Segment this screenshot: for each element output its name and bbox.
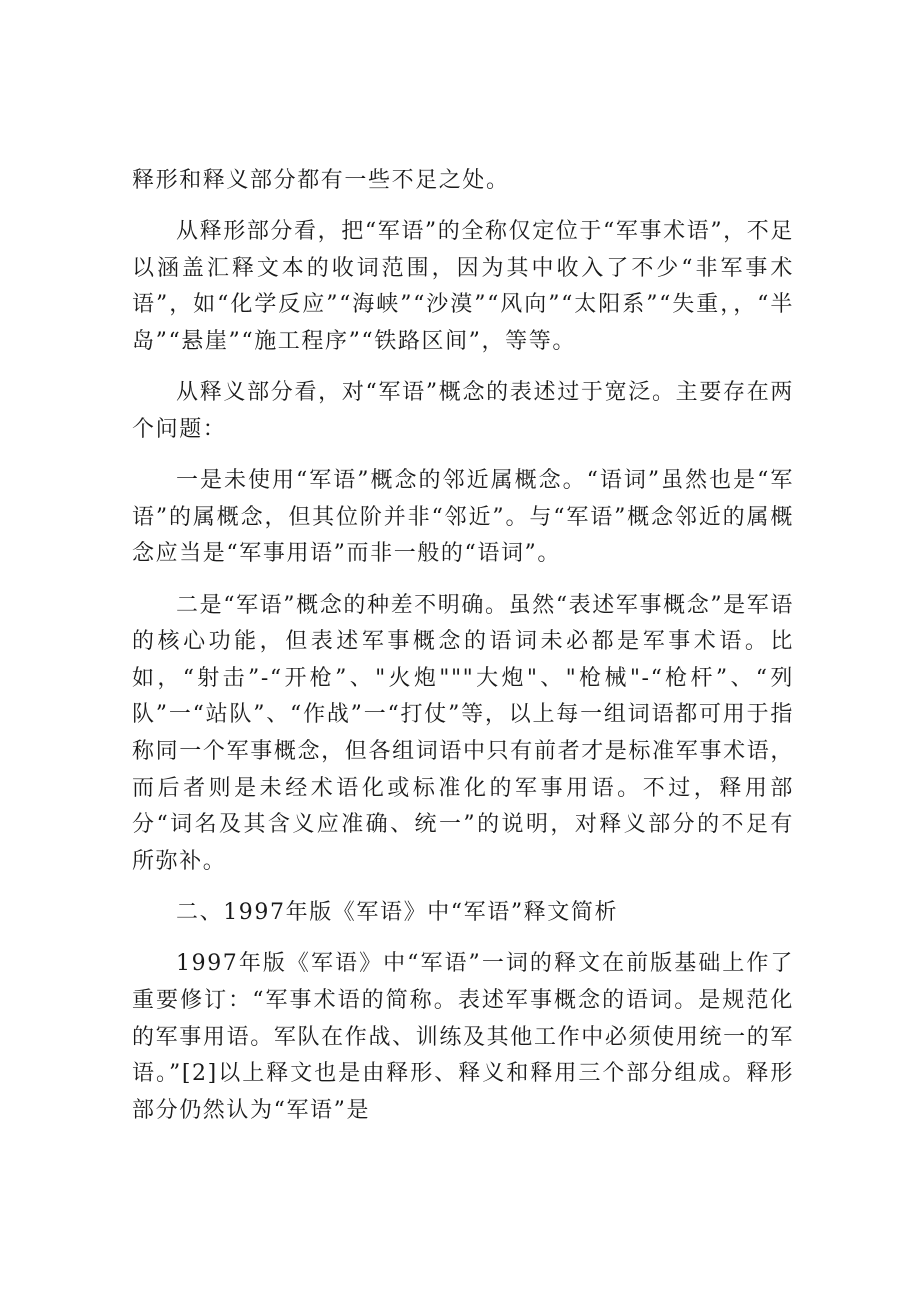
paragraph-continuation: 释形和释义部分都有一些不足之处。 [132,168,510,193]
document-body [132,163,794,1129]
paragraph-1997-edition: 1997年版《军语》中“军语”一词的释文在前版基础上作了重要修订：“军事术语的简称。表述军事概念的语词。是规范化的军事用语。军队在作战、训练及其他工作中必须使用统一的军语。”[2]以上释文也是由释形、释义和释用三个部分组成。释形部分仍然认为“军语”是 [132,951,794,1123]
section-heading: 二、1997年版《军语》中“军语”释文简析 [176,900,619,926]
paragraph-issue-two: 二是“军语”概念的种差不明确。虽然“表述军事概念”是军语的核心功能，但表述军事概念的语词未必都是军事术语。比如，“射击”-“开枪”、"火炮"""大炮"、"枪械"-“枪杆”、“列队”一“站队”、“作战”一“打仗”等，以上每一组词语都可用于指称同一个军事概念，但各组词语中只有前者才是标准军事术语，而后者则是未经术语化或标准化的军事用语。不过，释用部分“词名及其含义应准确、统一”的说明，对释义部分的不足有所弥补。 [132,592,794,874]
paragraph-form-analysis: 从释形部分看，把“军语”的全称仅定位于“军事术语”，不足以涵盖汇释文本的收词范围，因为其中收入了不少“非军事术语”，如“化学反应”“海峡”“沙漠”“风向”“太阳系”“失重，，“半岛”“悬崖”“施工程序”“铁路区间”，等等。 [132,219,794,355]
paragraph-meaning-analysis: 从释义部分看，对“军语”概念的表述过于宽泛。主要存在两个问题： [132,380,794,442]
paragraph-issue-one: 一是未使用“军语”概念的邻近属概念。“语词”虽然也是“军语”的属概念，但其位阶并非“邻近”。与“军语”概念邻近的属概念应当是“军事用语”而非一般的“语词”。 [132,468,794,567]
